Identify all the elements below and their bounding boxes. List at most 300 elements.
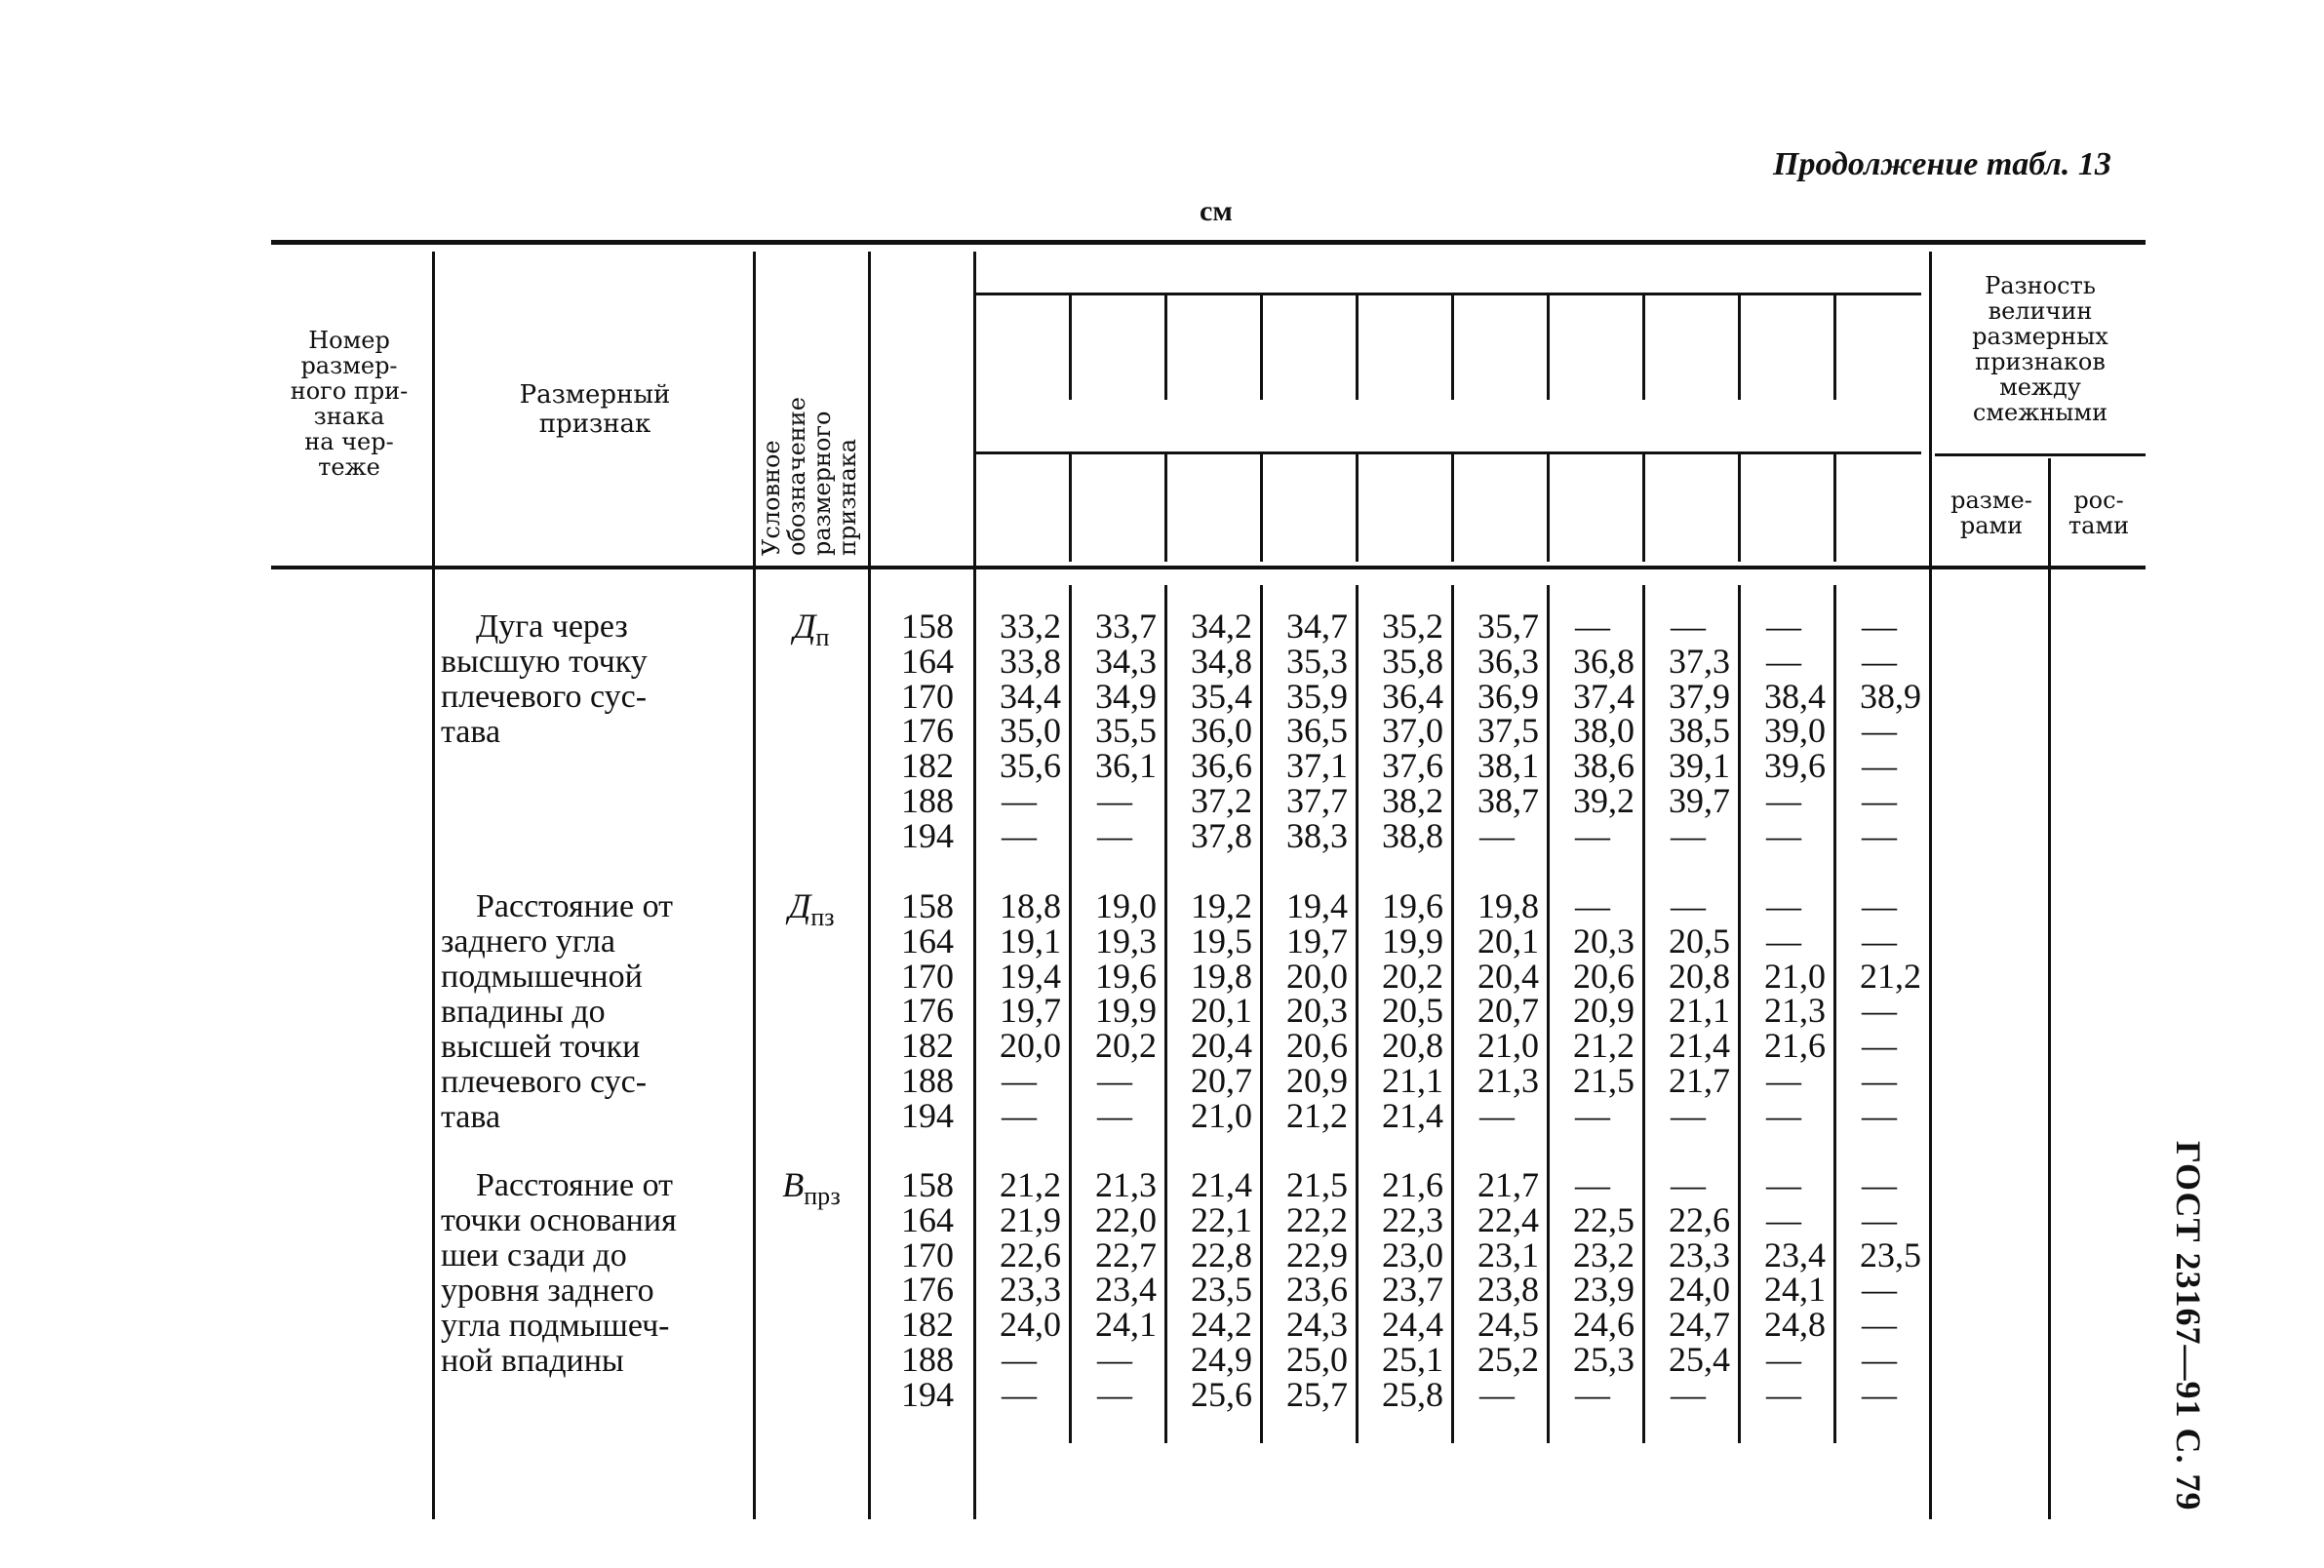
table-cell: — xyxy=(1862,991,1897,1031)
table-cell: — xyxy=(1671,886,1706,925)
table-cell: 21,1 xyxy=(1669,991,1730,1031)
height-column xyxy=(878,609,954,854)
table-cell: 38,1 xyxy=(1477,746,1539,786)
value-column xyxy=(1168,609,1252,854)
table-cell: 19,4 xyxy=(1000,956,1061,996)
table-cell: — xyxy=(1862,1026,1897,1066)
table-cell: 25,6 xyxy=(1191,1374,1252,1414)
table-cell: 22,7 xyxy=(1095,1235,1157,1274)
table-cell: 21,6 xyxy=(1764,1026,1826,1066)
table-cell: — xyxy=(1002,1060,1037,1100)
table-cell: 35,8 xyxy=(1382,641,1443,681)
table-cell: 21,0 xyxy=(1191,1095,1252,1135)
table-cell: 24,1 xyxy=(1095,1305,1157,1345)
table-cell: 19,6 xyxy=(1382,886,1443,925)
table-cell: 24,4 xyxy=(1382,1305,1443,1345)
height-column xyxy=(878,886,954,1135)
table-cell: 19,0 xyxy=(1095,886,1157,925)
table-cell: — xyxy=(1097,1095,1132,1135)
table-cell: 23,5 xyxy=(1860,1235,1921,1274)
table-cell: 38,3 xyxy=(1286,815,1348,855)
value-column xyxy=(977,609,1061,854)
header-cell-divider xyxy=(1260,454,1263,562)
feature-name-line: угла подмышеч- xyxy=(441,1308,670,1344)
value-column xyxy=(1837,609,1921,854)
table-cell: 20,3 xyxy=(1573,921,1635,960)
header-cell-divider xyxy=(1260,295,1263,400)
table-cell: — xyxy=(1862,1305,1897,1345)
table-cell: 35,3 xyxy=(1286,641,1348,681)
table-cell: 19,8 xyxy=(1477,886,1539,925)
table-cell: — xyxy=(1479,815,1515,855)
value-column xyxy=(1551,609,1635,854)
table-cell: 37,2 xyxy=(1191,780,1252,820)
height-value: 194 xyxy=(901,1374,954,1414)
table-cell: — xyxy=(1671,815,1706,855)
header-cell-divider xyxy=(1356,295,1359,400)
header-code: Условное обозначение размерного признака xyxy=(758,396,861,556)
height-value: 182 xyxy=(901,1305,954,1345)
height-value: 182 xyxy=(901,746,954,786)
table-cell: 36,4 xyxy=(1382,676,1443,716)
table-cell: 24,3 xyxy=(1286,1305,1348,1345)
data-column-divider xyxy=(1260,585,1263,1443)
column-divider xyxy=(753,252,756,1519)
table-cell: 38,0 xyxy=(1573,711,1635,751)
table-cell: 38,8 xyxy=(1382,815,1443,855)
table-cell: — xyxy=(1002,1374,1037,1414)
table-cell: 37,9 xyxy=(1669,676,1730,716)
height-value: 194 xyxy=(901,815,954,855)
table-cell: 19,1 xyxy=(1000,921,1061,960)
value-column xyxy=(1168,886,1252,1135)
table-cell: — xyxy=(1862,1165,1897,1204)
table-cell: 35,9 xyxy=(1286,676,1348,716)
table-cell: 21,0 xyxy=(1764,956,1826,996)
table-cell: 20,5 xyxy=(1669,921,1730,960)
data-column-divider xyxy=(1069,585,1072,1443)
table-cell: — xyxy=(1862,1095,1897,1135)
feature-name-line: Дуга через xyxy=(476,608,628,645)
table-cell: 22,8 xyxy=(1191,1235,1252,1274)
table-cell: 24,2 xyxy=(1191,1305,1252,1345)
unit-label: см xyxy=(1200,195,1233,227)
diff-title-rule xyxy=(1935,453,2146,456)
table-cell: 19,2 xyxy=(1191,886,1252,925)
table-cell: — xyxy=(1862,1339,1897,1379)
table-cell: — xyxy=(1862,1374,1897,1414)
table-cell: — xyxy=(1575,886,1610,925)
header-cell-divider xyxy=(1069,454,1072,562)
height-value: 188 xyxy=(901,780,954,820)
table-cell: 34,2 xyxy=(1191,607,1252,646)
table-cell: 19,9 xyxy=(1382,921,1443,960)
table-cell: 39,2 xyxy=(1573,780,1635,820)
value-column xyxy=(1073,1165,1157,1414)
table-cell: 20,1 xyxy=(1191,991,1252,1031)
table-cell: 37,7 xyxy=(1286,780,1348,820)
table-cell: 37,0 xyxy=(1382,711,1443,751)
value-column xyxy=(1646,886,1730,1135)
table-cell: — xyxy=(1097,1374,1132,1414)
table-cell: 25,2 xyxy=(1477,1339,1539,1379)
value-column xyxy=(1359,609,1443,854)
height-column xyxy=(878,1165,954,1414)
table-cell: 25,3 xyxy=(1573,1339,1635,1379)
table-cell: — xyxy=(1575,1374,1610,1414)
height-value: 170 xyxy=(901,956,954,996)
value-column xyxy=(1359,1165,1443,1414)
table-cell: 23,4 xyxy=(1764,1235,1826,1274)
table-cell: 37,4 xyxy=(1573,676,1635,716)
table-cell: 24,5 xyxy=(1477,1305,1539,1345)
feature-name-line: плечевого сус- xyxy=(441,1064,648,1100)
table-cell: 39,7 xyxy=(1669,780,1730,820)
value-column xyxy=(1837,886,1921,1135)
table-cell: 25,7 xyxy=(1286,1374,1348,1414)
feature-name-line: уровня заднего xyxy=(441,1273,654,1309)
code-symbol: Д xyxy=(788,886,811,925)
table-cell: 24,0 xyxy=(1000,1305,1061,1345)
header-cell-divider xyxy=(1833,454,1836,562)
table-cell: 35,0 xyxy=(1000,711,1061,751)
table-cell: 37,6 xyxy=(1382,746,1443,786)
table-cell: — xyxy=(1766,1095,1801,1135)
table-cell: — xyxy=(1671,1095,1706,1135)
table-cell: 20,6 xyxy=(1573,956,1635,996)
table-cell: — xyxy=(1862,1060,1897,1100)
table-cell: — xyxy=(1862,711,1897,751)
table-cell: 23,1 xyxy=(1477,1235,1539,1274)
column-divider xyxy=(973,252,976,1519)
table-cell: 19,5 xyxy=(1191,921,1252,960)
table-cell: 19,7 xyxy=(1286,921,1348,960)
table-cell: 24,8 xyxy=(1764,1305,1826,1345)
value-column xyxy=(1073,609,1157,854)
feature-name-line: Расстояние от xyxy=(476,1167,673,1203)
row-code xyxy=(757,885,866,932)
table-cell: 20,1 xyxy=(1477,921,1539,960)
value-column xyxy=(1359,886,1443,1135)
table-cell: 35,6 xyxy=(1000,746,1061,786)
table-cell: — xyxy=(1766,1060,1801,1100)
table-cell: 21,1 xyxy=(1382,1060,1443,1100)
height-value: 164 xyxy=(901,641,954,681)
table-cell: 38,6 xyxy=(1573,746,1635,786)
table-cell: 37,1 xyxy=(1286,746,1348,786)
table-cell: 21,7 xyxy=(1669,1060,1730,1100)
header-diff-title: Разность величин размерных признаков между смежными xyxy=(1972,272,2108,426)
value-column xyxy=(1742,886,1826,1135)
table-cell: 39,0 xyxy=(1764,711,1826,751)
table-cell: — xyxy=(1766,815,1801,855)
table-cell: — xyxy=(1479,1374,1515,1414)
table-cell: — xyxy=(1862,780,1897,820)
value-column xyxy=(1646,1165,1730,1414)
table-cell: 39,1 xyxy=(1669,746,1730,786)
table-cell: 20,4 xyxy=(1191,1026,1252,1066)
table-cell: — xyxy=(1671,607,1706,646)
header-cell-divider xyxy=(1451,295,1454,400)
table-cell: 34,3 xyxy=(1095,641,1157,681)
table-cell: 21,0 xyxy=(1477,1026,1539,1066)
table-cell: 38,7 xyxy=(1477,780,1539,820)
table-cell: 39,6 xyxy=(1764,746,1826,786)
table-cell: 21,4 xyxy=(1669,1026,1730,1066)
data-column-divider xyxy=(1738,585,1741,1443)
table-cell: — xyxy=(1862,1270,1897,1310)
table-cell: — xyxy=(1766,1374,1801,1414)
table-cell: — xyxy=(1862,1199,1897,1239)
table-cell: 22,5 xyxy=(1573,1199,1635,1239)
table-cell: 22,6 xyxy=(1669,1199,1730,1239)
table-cell: 22,1 xyxy=(1191,1199,1252,1239)
table-cell: — xyxy=(1002,1095,1037,1135)
table-cell: — xyxy=(1766,607,1801,646)
header-cell-divider xyxy=(1642,454,1645,562)
table-cell: 21,2 xyxy=(1573,1026,1635,1066)
table-cell: 21,5 xyxy=(1573,1060,1635,1100)
table-cell: — xyxy=(1097,815,1132,855)
code-subscript: прз xyxy=(804,1182,841,1211)
table-cell: — xyxy=(1862,641,1897,681)
table-cell: 24,7 xyxy=(1669,1305,1730,1345)
code-subscript: п xyxy=(815,623,830,652)
table-cell: 35,5 xyxy=(1095,711,1157,751)
height-value: 176 xyxy=(901,711,954,751)
table-cell: 24,6 xyxy=(1573,1305,1635,1345)
document-side-label: ГОСТ 23167—91 С. 79 xyxy=(2169,1141,2208,1511)
table-cell: 38,9 xyxy=(1860,676,1921,716)
table-cell: — xyxy=(1002,815,1037,855)
value-column xyxy=(1455,609,1539,854)
feature-name-line: Расстояние от xyxy=(476,888,673,924)
table-cell: 33,8 xyxy=(1000,641,1061,681)
header-cell-divider xyxy=(1451,454,1454,562)
row-feature-name xyxy=(441,1168,753,1379)
table-cell: 21,9 xyxy=(1000,1199,1061,1239)
table-cell: 25,4 xyxy=(1669,1339,1730,1379)
table-cell: — xyxy=(1766,921,1801,960)
feature-name-line: высшей точки xyxy=(441,1029,641,1065)
row-feature-name xyxy=(441,609,753,750)
table-cell: 36,0 xyxy=(1191,711,1252,751)
table-cell: 38,2 xyxy=(1382,780,1443,820)
table-cell: — xyxy=(1862,921,1897,960)
height-value: 158 xyxy=(901,1165,954,1204)
table-cell: 34,7 xyxy=(1286,607,1348,646)
row-code xyxy=(757,606,866,652)
table-cell: 36,5 xyxy=(1286,711,1348,751)
header-cell-divider xyxy=(1164,454,1167,562)
feature-name-line: впадины до xyxy=(441,994,606,1030)
table-cell: 21,3 xyxy=(1095,1165,1157,1204)
header-cell-divider xyxy=(1642,295,1645,400)
table-cell: — xyxy=(1575,1165,1610,1204)
column-divider xyxy=(1929,252,1932,1519)
header-cell-divider xyxy=(1738,454,1741,562)
value-column xyxy=(1551,886,1635,1135)
value-column xyxy=(1264,609,1348,854)
value-column xyxy=(1455,886,1539,1135)
height-value: 158 xyxy=(901,607,954,646)
table-cell: 23,9 xyxy=(1573,1270,1635,1310)
table-cell: — xyxy=(1766,641,1801,681)
column-divider xyxy=(868,252,871,1519)
header-diff-heights: рос- тами xyxy=(2068,487,2130,539)
table-cell: — xyxy=(1002,1339,1037,1379)
feature-name-line: заднего угла xyxy=(441,923,615,960)
value-column xyxy=(977,1165,1061,1414)
table-cell: 20,9 xyxy=(1573,991,1635,1031)
height-value: 176 xyxy=(901,991,954,1031)
height-value: 176 xyxy=(901,1270,954,1310)
table-cell: 25,0 xyxy=(1286,1339,1348,1379)
table-cell: 19,6 xyxy=(1095,956,1157,996)
table-cell: 22,6 xyxy=(1000,1235,1061,1274)
feature-name-line: точки основания xyxy=(441,1202,677,1238)
table-cell: — xyxy=(1671,1374,1706,1414)
table-top-rule xyxy=(271,240,2146,245)
table-cell: 22,2 xyxy=(1286,1199,1348,1239)
value-column xyxy=(977,886,1061,1135)
table-cell: 36,1 xyxy=(1095,746,1157,786)
table-cell: 33,7 xyxy=(1095,607,1157,646)
height-value: 170 xyxy=(901,676,954,716)
data-column-divider xyxy=(1547,585,1550,1443)
code-symbol: Д xyxy=(793,607,816,646)
table-cell: — xyxy=(1575,607,1610,646)
table-cell: 21,6 xyxy=(1382,1165,1443,1204)
table-cell: — xyxy=(1671,1165,1706,1204)
column-divider xyxy=(432,252,435,1519)
value-column xyxy=(1646,609,1730,854)
table-cell: 25,8 xyxy=(1382,1374,1443,1414)
table-cell: — xyxy=(1575,1095,1610,1135)
header-cell-divider xyxy=(1738,295,1741,400)
height-value: 182 xyxy=(901,1026,954,1066)
table-cell: 20,8 xyxy=(1382,1026,1443,1066)
table-cell: 20,0 xyxy=(1000,1026,1061,1066)
header-cell-divider xyxy=(1356,454,1359,562)
header-cell-divider xyxy=(1069,295,1072,400)
table-cell: 37,8 xyxy=(1191,815,1252,855)
table-cell: 22,3 xyxy=(1382,1199,1443,1239)
table-cell: — xyxy=(1862,815,1897,855)
table-cell: 35,4 xyxy=(1191,676,1252,716)
waist-title-rule xyxy=(973,451,1921,454)
table-cell: — xyxy=(1097,1060,1132,1100)
table-cell: 21,2 xyxy=(1860,956,1921,996)
height-value: 158 xyxy=(901,886,954,925)
table-cell: — xyxy=(1766,1199,1801,1239)
value-column xyxy=(1264,1165,1348,1414)
table-cell: 25,1 xyxy=(1382,1339,1443,1379)
table-cell: 38,4 xyxy=(1764,676,1826,716)
table-cell: 20,5 xyxy=(1382,991,1443,1031)
data-column-divider xyxy=(1164,585,1167,1443)
table-cell: — xyxy=(1862,886,1897,925)
table-cell: 24,0 xyxy=(1669,1270,1730,1310)
header-cell-divider xyxy=(1547,454,1550,562)
table-cell: 35,7 xyxy=(1477,607,1539,646)
table-cell: 36,9 xyxy=(1477,676,1539,716)
code-subscript: пз xyxy=(810,903,835,932)
header-number: Номер размер- ного при- знака на чер- теже xyxy=(290,327,409,481)
table-cell: 20,6 xyxy=(1286,1026,1348,1066)
value-column xyxy=(1168,1165,1252,1414)
table-cell: — xyxy=(1766,886,1801,925)
table-cell: 38,5 xyxy=(1669,711,1730,751)
table-cell: 34,9 xyxy=(1095,676,1157,716)
table-cell: 19,9 xyxy=(1095,991,1157,1031)
data-column-divider xyxy=(1833,585,1836,1443)
table-cell: — xyxy=(1479,1095,1515,1135)
height-value: 170 xyxy=(901,1235,954,1274)
value-column xyxy=(1073,886,1157,1135)
feature-name-line: тава xyxy=(441,714,501,750)
table-cell: — xyxy=(1766,1165,1801,1204)
table-cell: — xyxy=(1575,815,1610,855)
feature-name-line: тава xyxy=(441,1099,501,1135)
value-column xyxy=(1742,609,1826,854)
table-cell: 33,2 xyxy=(1000,607,1061,646)
table-cell: 20,9 xyxy=(1286,1060,1348,1100)
table-cell: 24,9 xyxy=(1191,1339,1252,1379)
table-cell: — xyxy=(1097,780,1132,820)
table-caption: Продолжение табл. 13 xyxy=(1773,146,2111,182)
table-cell: — xyxy=(1002,780,1037,820)
table-cell: 23,7 xyxy=(1382,1270,1443,1310)
table-cell: — xyxy=(1766,1339,1801,1379)
data-column-divider xyxy=(1451,585,1454,1443)
table-cell: 36,3 xyxy=(1477,641,1539,681)
table-cell: 21,5 xyxy=(1286,1165,1348,1204)
feature-name-line: шеи сзади до xyxy=(441,1237,627,1274)
table-cell: 23,8 xyxy=(1477,1270,1539,1310)
table-cell: 19,7 xyxy=(1000,991,1061,1031)
table-cell: 21,2 xyxy=(1000,1165,1061,1204)
table-cell: 36,8 xyxy=(1573,641,1635,681)
value-column xyxy=(1455,1165,1539,1414)
table-cell: 21,2 xyxy=(1286,1095,1348,1135)
table-cell: 19,8 xyxy=(1191,956,1252,996)
table-cell: 18,8 xyxy=(1000,886,1061,925)
table-cell: 23,4 xyxy=(1095,1270,1157,1310)
table-cell: 23,3 xyxy=(1000,1270,1061,1310)
height-value: 188 xyxy=(901,1339,954,1379)
table-cell: — xyxy=(1097,1339,1132,1379)
height-value: 194 xyxy=(901,1095,954,1135)
table-cell: 19,3 xyxy=(1095,921,1157,960)
table-cell: 20,4 xyxy=(1477,956,1539,996)
value-column xyxy=(1264,886,1348,1135)
table-cell: 21,7 xyxy=(1477,1165,1539,1204)
feature-name-line: плечевого сус- xyxy=(441,679,648,715)
table-cell: 20,7 xyxy=(1477,991,1539,1031)
table-cell: 20,7 xyxy=(1191,1060,1252,1100)
feature-name-line: подмышечной xyxy=(441,959,643,995)
table-cell: 21,3 xyxy=(1764,991,1826,1031)
table-cell: 20,8 xyxy=(1669,956,1730,996)
header-cell-divider xyxy=(1164,295,1167,400)
height-value: 164 xyxy=(901,1199,954,1239)
table-cell: 34,8 xyxy=(1191,641,1252,681)
table-cell: 21,4 xyxy=(1191,1165,1252,1204)
column-divider xyxy=(2048,458,2051,1519)
table-cell: 23,2 xyxy=(1573,1235,1635,1274)
table-cell: 20,0 xyxy=(1286,956,1348,996)
